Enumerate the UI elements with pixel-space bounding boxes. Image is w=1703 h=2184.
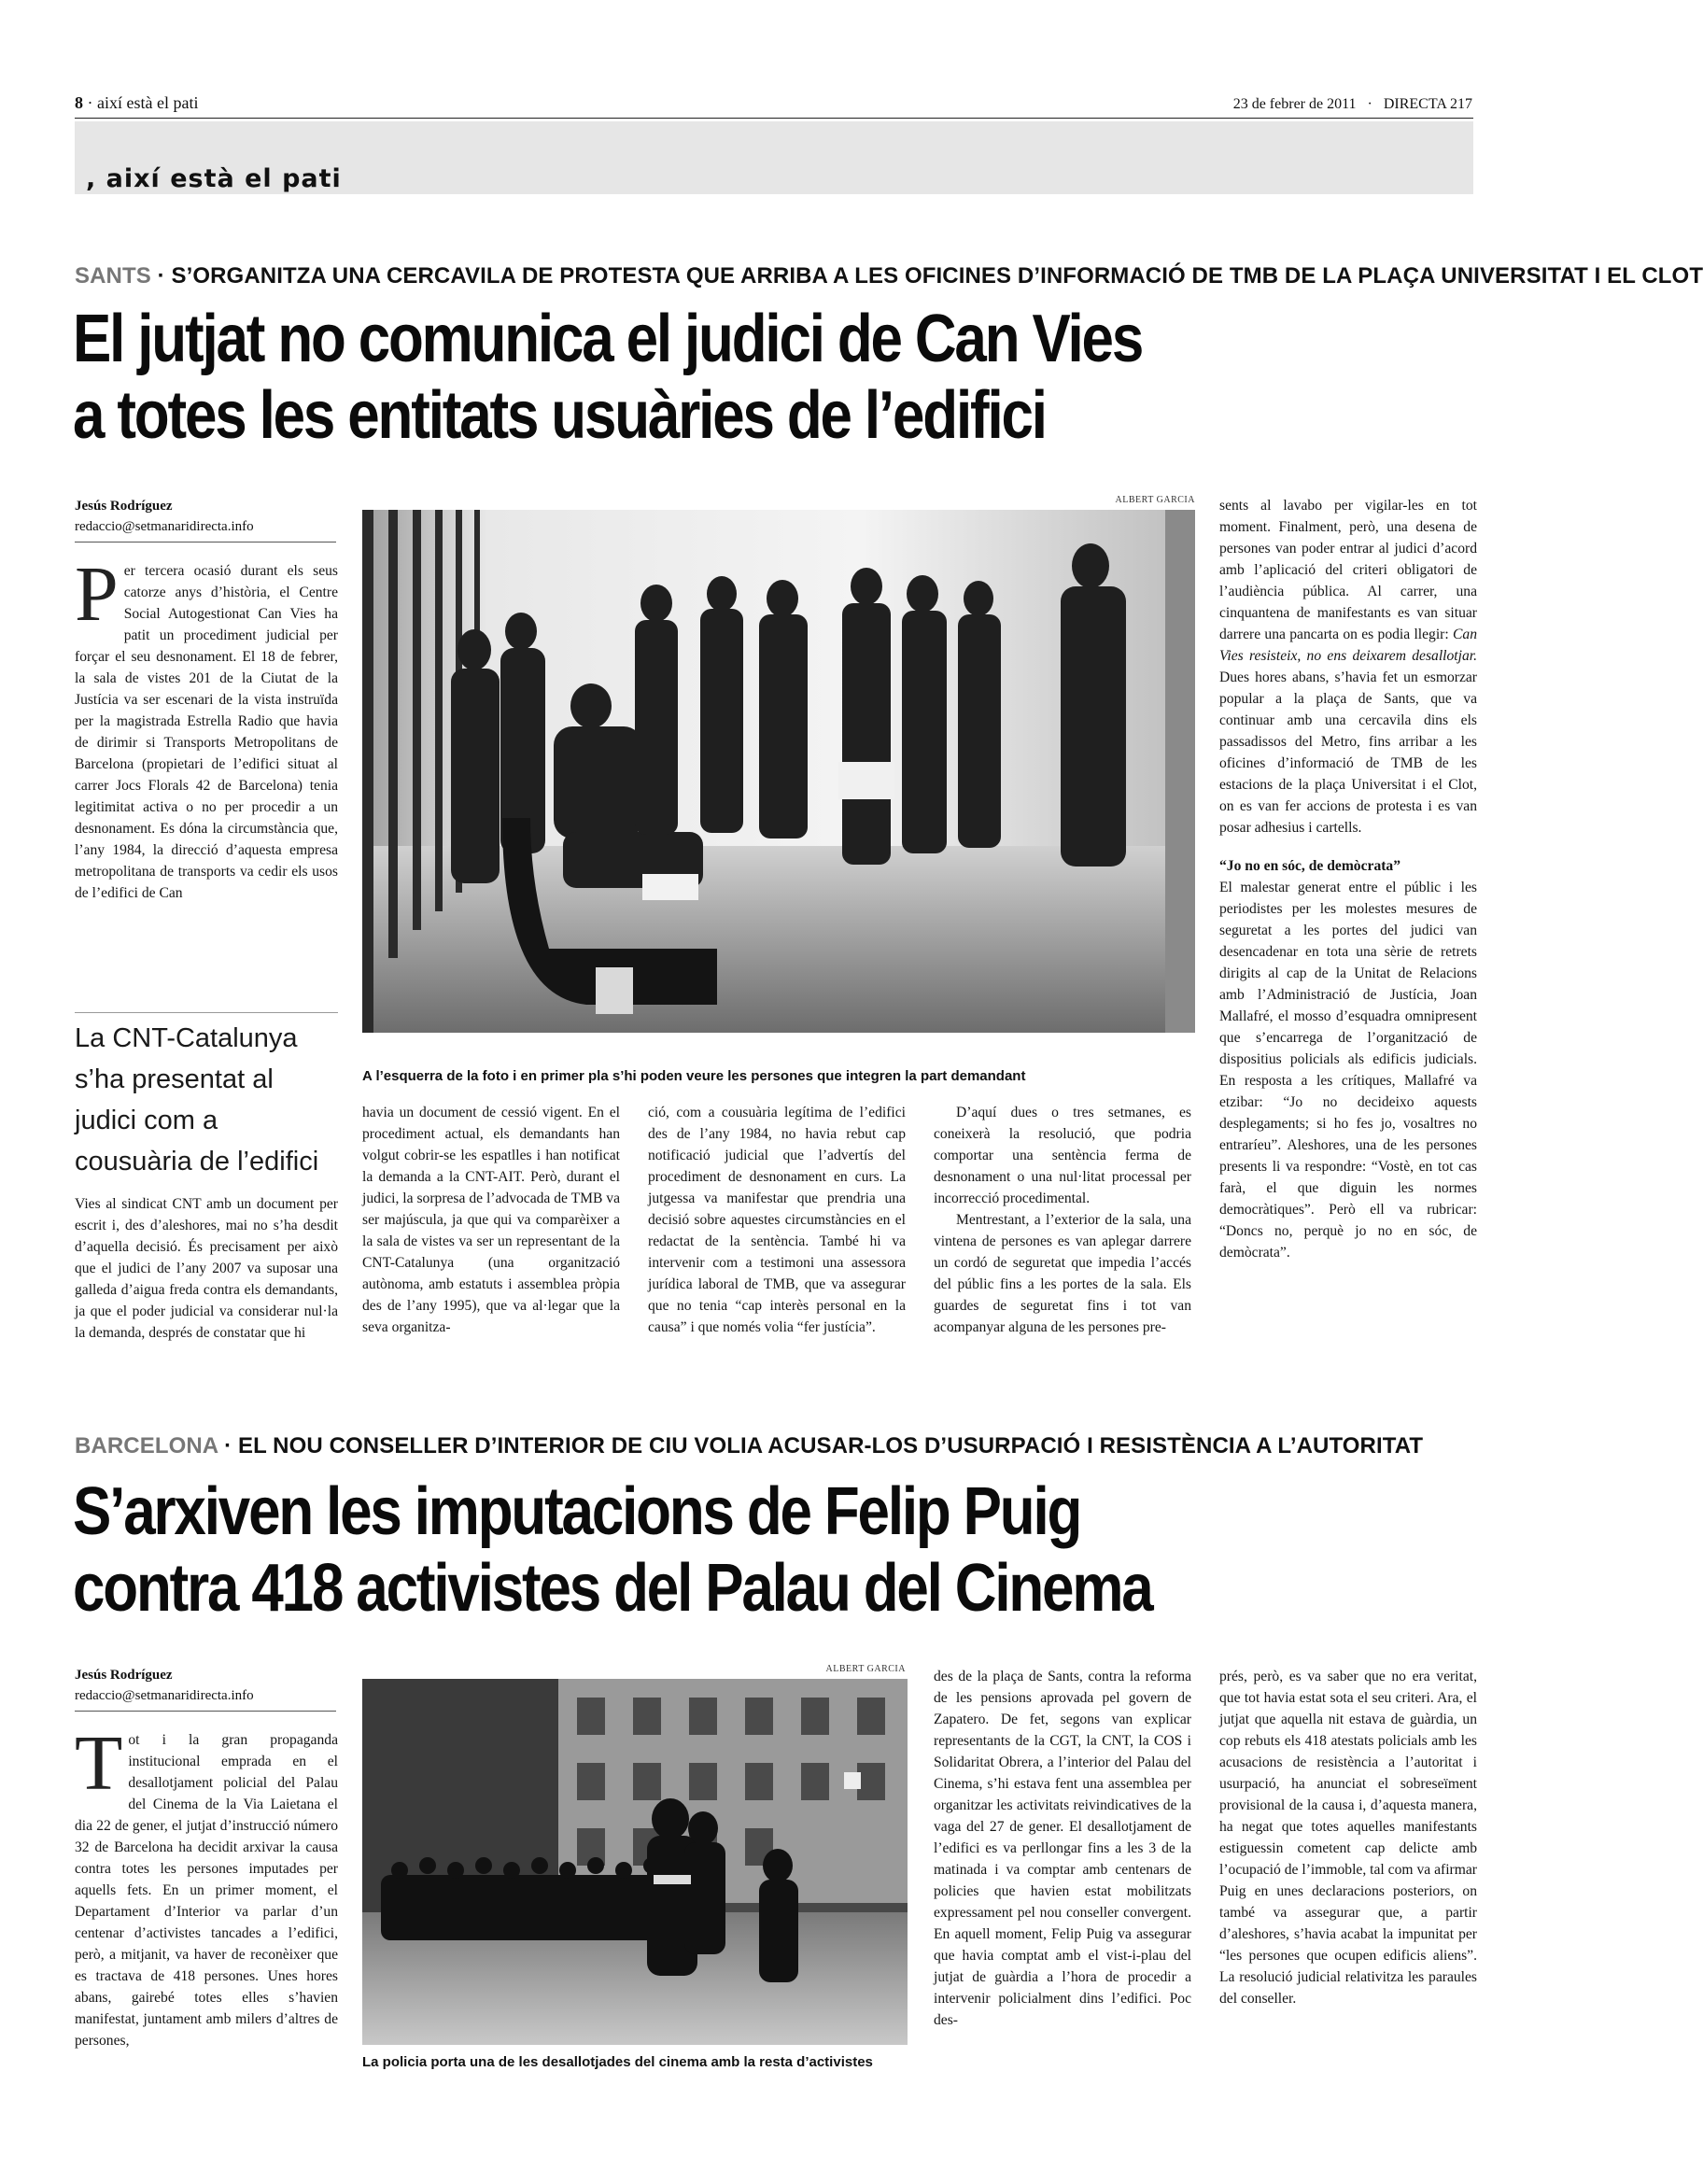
article2-kicker-place: BARCELONA <box>75 1433 218 1458</box>
article2-col4: des de la plaça de Sants, contra la reforma de les pensions aprovada pel govern de Zapatero. De fet, segons van explicar representants de la CGT, la CNT, la COS i Solidaritat Obrera, a l’interior del Palau del Cinema, s’hi estava fent una assemblea per organitzar les activitats reivindicatives de la vaga del 27 de gener. El desallotjament de l’edifici es va perllongar fins a les 3 de la matinada i va comptar amb centenars de policies que havien estat mobilitzats expressament pel nou conseller convergent. En aquell moment, Felip Puig va assegurar que havia comptat amb el vist-i-plau del jutjat de guàrdia a l’hora de procedir a intervenir policialment dins l’edifici. Poc des- <box>934 1669 1191 2028</box>
publication-name: DIRECTA 217 <box>1383 96 1472 112</box>
article1-kicker <box>75 263 1703 289</box>
running-section: així està el pati <box>97 93 199 112</box>
issue-date: 23 de febrer de 2011 <box>1232 96 1357 112</box>
article1-kicker-text: · S’ORGANITZA UNA CERCAVILA DE PROTESTA QUE ARRIBA A LES OFICINES D’INFORMACIÓ DE TMB DE LA PLAÇA UNIVERSITAT I EL CLOT <box>157 263 1703 289</box>
article1-photo <box>362 510 1195 1033</box>
pullquote-rule <box>75 1012 338 1013</box>
article1-col4: D’aquí dues o tres setmanes, es coneixerà la resolució, que podria comportar una sentència ferma de desnonament o una nul·litat processal per incorrecció procedimental. Mentrestant, a l’exterior de la sala, una vintena de persones es van aplegar darrere un cordó de seguretat que impedia l’accés del públic fins a les portes de la sala. Els guardes de seguretat fins i tot van acompanyar alguna de les persones pre- <box>934 1105 1191 1335</box>
article1-kicker-place: SANTS <box>75 263 151 289</box>
article1-col3: ció, com a cousuària legítima de l’edifici des de l’any 1984, no havia rebut cap notificació judicial que l’advertís del procediment de desnonament en curs. La jutgessa va manifestar que prendria una decisió sobre aquestes circumstàncies en el redactat de la sentència. També hi va intervenir com a testimoni una assessora jurídica laboral de TMB, que va assegurar que no tenia “cap interès personal en la causa” i que només volia “fer justícia”. <box>648 1105 906 1335</box>
article2-byline-rule <box>75 1711 336 1712</box>
article1-col1: Per tercera ocasió durant els seus catorze anys d’història, el Centre Social Autogestionat Can Vies ha patit un procediment judicial per forçar el seu desnonament. El 18 de febrer, la sala de vistes 201 de la Ciutat de la Justícia va ser escenari de la vista instruïda per la magistrada Estrella Radio que havia de dirimir si Transports Metropolitans de Barcelona (propietari de l’edifici situat al carrer Jocs Florals 42 de Barcelona) tenia legitimitat activa o no per procedir a un desnonament. Es dóna la circumstància que, l’any 1984, la direcció d’aquesta empresa metropolitana de transports va cedir els usos de l’edifici de Can <box>75 551 338 901</box>
article2-headline: S’arxiven les imputacions de Felip Puig contra 418 activistes del Palau del Cinema <box>73 1474 1152 1626</box>
article1-email: redaccio@setmanaridirecta.info <box>75 519 254 534</box>
article2-photo-credit: ALBERT GARCIA <box>825 1664 906 1674</box>
article2-photo <box>362 1679 908 2045</box>
page-number: 8 <box>75 93 83 112</box>
article1-col2: havia un document de cessió vigent. En el procediment actual, els demandants han volgut cobrir-se les espatlles i han notificat la demanda a la CNT-AIT. Però, durant el judici, la sorpresa de l’advocada de TMB va ser majúscula, ja que qui va comparèixer a la sala de vistes va ser un representant de la CNT-Catalunya (una organització autònoma, amb estatuts i assemblea pròpia des de l’any 1995), que va al·legar que la seva organitza- <box>362 1105 620 1335</box>
article2-email: redaccio@setmanaridirecta.info <box>75 1688 254 1703</box>
article2-col5: prés, però, es va saber que no era veritat, que tot havia estat sota el seu criteri. Ara, el jutjat que aquella nit estava de guàrdia, un cop rebuts els 418 atestats policials amb les acusacions de resistència a l’autoritat i usurpació, ha anunciat el sobreseïment provisional de la causa i, d’aquesta manera, ha negat que totes aquelles manifestants estiguessin cometent cap delicte amb l’ocupació de l’immoble, tal com va afirmar Puig en unes declaracions posteriors, on també va assegurar que, a partir d’aleshores, s’havia acabat la impunitat per “les persones que ocupen edificis aliens”. La resolució judicial relativitza les paraules del conseller. <box>1219 1669 1477 2007</box>
article1-pullquote: La CNT-Catalunya s’ha presentat al judici com a cousuària de l’edifici <box>75 1023 319 1177</box>
article2-col1: Tot i la gran propaganda institucional emprada en el desallotjament policial del Palau del Cinema de la Via Laietana el dia 22 de gener, el jutjat d’instrucció número 32 de Barcelona ha decidit arxivar la causa contra totes les persones imputades per aquells fets. En un primer moment, el Departament d’Interior va parlar d’un centenar d’activistes tancades a l’edifici, però, a mitjanit, va haver de reconèixer que es tractava de 418 persones. Unes hores abans, gairebé totes elles s’havien manifestat, juntament amb milers d’altres de persones, <box>75 1720 338 2049</box>
article2-photo-caption: La policia porta una de les desallotjades del cinema amb la resta d’activistes <box>362 2054 873 2070</box>
article1-col5: sents al lavabo per vigilar-les en tot moment. Finalment, però, una desena de persones van poder entrar al judici d’acord amb l’aplicació del criteri obligatori de l’audiència pública. Al carrer, una cinquantena de manifestants es van situar darrere una pancarta on es podia llegir: Can Vies resisteix, no ens deixarem desallotjar. Dues hores abans, s’havia fet un esmorzar popular a la plaça de Sants, que va continuar amb una cercavila dins els passadissos del Metro, fins arribar a les oficines d’informació de TMB de les estacions de la plaça Universitat i el Clot, on es van fer accions de protesta i es van posar adhesius i cartells. “Jo no en sóc, de demòcrata” El malestar generat entre el públic i les periodistes per les molestes mesures de seguretat a les portes del judici van desencadenar en tota una sèrie de retrets dirigits al cap de la Unitat de Relacions amb l’Administració de Justícia, Joan Mallafré, el mosso d’esquadra omnipresent que s’encarrega de l’organització de dispositius policials als edificis judicials. En resposta a les crítiques, Mallafré va etzibar: “Jo no decideixo aquests desplegaments; si ho fes jo, vosaltres no entraríeu”. Aleshores, una de les persones presents li va respondre: “Vostè, en tot cas farà, el que diguin les normes democràtiques”. Però ell va rubricar: “Doncs no, perquè jo no en sóc, de demòcrata”. <box>1219 498 1477 1261</box>
article2-dropcap: T <box>75 1720 123 1807</box>
header-rule <box>75 118 1473 119</box>
courthouse-corridor-photo <box>362 510 1195 1033</box>
article1-photo-credit: ALBERT GARCIA <box>1115 495 1195 505</box>
article1-author: Jesús Rodríguez <box>75 499 173 514</box>
section-title: , així està el pati <box>86 164 342 193</box>
article1-col1b: Vies al sindicat CNT amb un document per escrit i, des d’aleshores, mai no s’ha desdit d’aquella decisió. És precisament per això que el judici de l’any 2007 va suposar una galleda d’aigua freda contra els demandants, ja que el poder judicial va considerar nul·la la demanda, després de constatar que hi <box>75 1196 338 1341</box>
article1-dropcap: P <box>75 551 119 638</box>
article1-subhead: “Jo no en sóc, de demòcrata” <box>1219 858 1401 874</box>
article2-author: Jesús Rodríguez <box>75 1668 173 1683</box>
running-header-left: 8 · així està el pati <box>75 93 199 112</box>
running-header-right: 23 de febrer de 2011 · DIRECTA 217 <box>1232 96 1472 112</box>
article1-photo-caption: A l’esquerra de la foto i en primer pla s’hi poden veure les persones que integren la part demandant <box>362 1068 1026 1084</box>
article1-headline: El jutjat no comunica el judici de Can Vies a totes les entitats usuàries de l’edifici <box>73 302 1143 453</box>
article2-kicker-text: · EL NOU CONSELLER D’INTERIOR DE CIU VOLIA ACUSAR-LOS D’USURPACIÓ I RESISTÈNCIA A L’AUTORITAT <box>224 1433 1424 1458</box>
police-eviction-photo <box>362 1679 908 2045</box>
section-bar <box>75 121 1473 194</box>
article2-kicker <box>75 1433 1423 1459</box>
